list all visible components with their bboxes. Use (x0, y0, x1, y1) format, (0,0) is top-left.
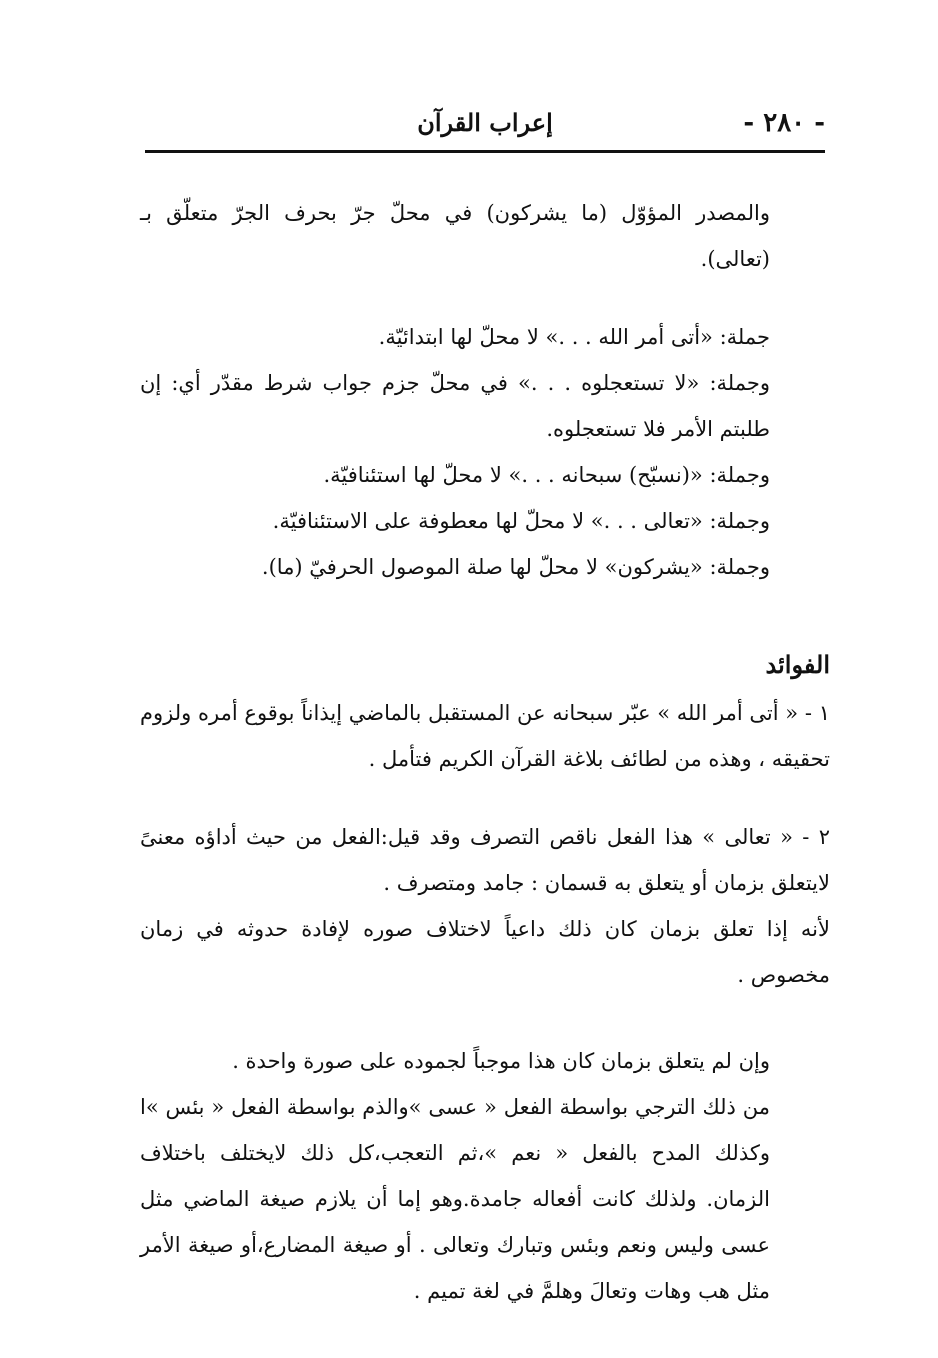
header-divider (145, 150, 825, 153)
page-body (140, 190, 830, 1314)
fawaid-paragraph: لأنه إذا تعلق بزمان كان ذلك داعياً لاختلاف صوره لإفادة حدوثه في زمان مخصوص . (140, 917, 830, 987)
irab-paragraph: وجملة: «(نسبّح) سبحانه . . .» لا محلّ لها استئنافيّة. (323, 463, 770, 487)
irab-paragraph: والمصدر المؤوّل (ما يشركون) في محلّ جرّ بحرف الجرّ متعلّق بـ (تعالى). (140, 201, 770, 271)
irab-paragraph: جملة: «أتى أمر الله . . .» لا محلّ لها ابتدائيّة. (378, 325, 770, 349)
fawaid-paragraph: من ذلك الترجي بواسطة الفعل « عسى »والذم بواسطة الفعل « بئس »ا وكذلك المدح بالفعل « نعم »،ثم التعجب،كل ذلك لايختلف باختلاف الزمان. ولذلك كانت أفعاله جامدة.وهو إما أن يلازم صيغة الماضي مثل عسى وليس ونعم وبئس وتبارك وتعالى . أو صيغة المضارع،أو صيغة الأمر مثل هب وهات وتعالَ وهلمَّ في لغة تميم . (140, 1095, 770, 1303)
book-title: إعراب القرآن (417, 108, 553, 137)
page-header (145, 100, 825, 152)
fawaid-paragraph: ١ - « أتى أمر الله » عبّر سبحانه عن المستقبل بالماضي إيذاناً بوقوع أمره ولزوم تحقيقه ، وهذه من لطائف بلاغة القرآن الكريم فتأمل . (140, 701, 830, 771)
irab-paragraph: وجملة: «تعالى . . .» لا محلّ لها معطوفة على الاستئنافيّة. (272, 509, 770, 533)
irab-paragraph: وجملة: «يشركون» لا محلّ لها صلة الموصول الحرفيّ (ما). (261, 555, 770, 579)
page-number: - ٢٨٠ - (743, 108, 825, 138)
fawaid-paragraph: وإن لم يتعلق بزمان كان هذا موجباً لجموده على صورة واحدة . (232, 1049, 770, 1073)
section-title-fawaid: الفوائد (765, 650, 830, 679)
fawaid-paragraph: ٢ - « تعالى » هذا الفعل ناقص التصرف وقد قيل:الفعل من حيث أداؤه معنىً لايتعلق بزمان أو يتعلق به قسمان : جامد ومتصرف . (140, 825, 830, 895)
irab-paragraph: وجملة: «لا تستعجلوه . . .» في محلّ جزم جواب شرط مقدّر أي: إن طلبتم الأمر فلا تستعجلوه. (140, 371, 770, 441)
